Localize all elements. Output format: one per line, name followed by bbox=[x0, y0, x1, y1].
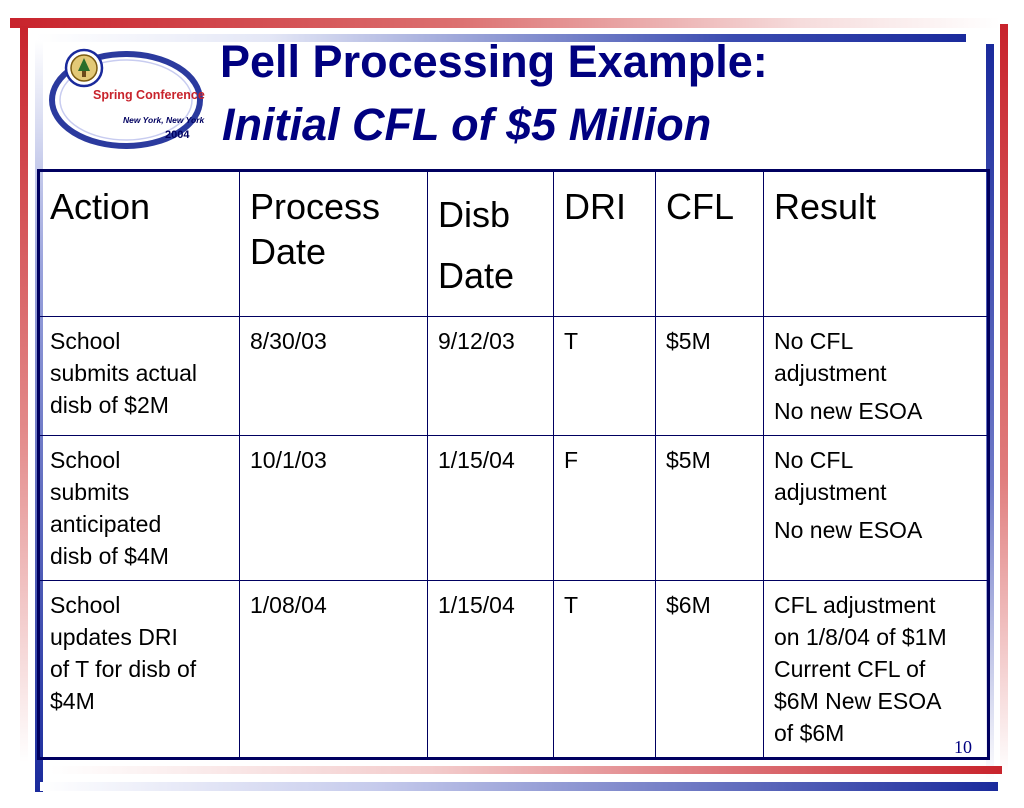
cell-dri: T bbox=[554, 317, 656, 436]
header-dri: DRI bbox=[554, 171, 656, 317]
cell-dri: T bbox=[554, 581, 656, 759]
header-disb-date: Disb Date bbox=[428, 171, 554, 317]
logo-spring-conference-text: Spring Conference bbox=[93, 88, 205, 102]
cell-process-date: 8/30/03 bbox=[240, 317, 428, 436]
page-number: 10 bbox=[954, 737, 972, 757]
cell-process-date: 10/1/03 bbox=[240, 436, 428, 581]
cell-process-date: 1/08/04 bbox=[240, 581, 428, 759]
cell-disb-date: 1/15/04 bbox=[428, 581, 554, 759]
logo-location-text: New York, New York bbox=[123, 115, 205, 125]
slide-title-line-1: Pell Processing Example: bbox=[220, 36, 768, 87]
cell-cfl: $5M bbox=[656, 436, 764, 581]
slide-title-line-2: Initial CFL of $5 Million bbox=[222, 99, 712, 150]
decorative-bar-bottom-red bbox=[50, 766, 1002, 774]
header-process-date: Process Date bbox=[240, 171, 428, 317]
cell-disb-date: 9/12/03 bbox=[428, 317, 554, 436]
table-row bbox=[39, 317, 989, 436]
pell-processing-table bbox=[37, 169, 990, 760]
header-action: Action bbox=[39, 171, 240, 317]
cell-dri: F bbox=[554, 436, 656, 581]
cell-result: No CFL adjustment No new ESOA bbox=[764, 317, 989, 436]
decorative-bar-left-red bbox=[20, 26, 28, 762]
cell-action: School submits anticipated disb of $4M bbox=[39, 436, 240, 581]
cell-cfl: $6M bbox=[656, 581, 764, 759]
table-row bbox=[39, 436, 989, 581]
decorative-bar-bottom-blue bbox=[40, 782, 998, 791]
cell-cfl: $5M bbox=[656, 317, 764, 436]
cell-action: School submits actual disb of $2M bbox=[39, 317, 240, 436]
decorative-bar-top-red bbox=[10, 18, 1000, 28]
logo-year-text: 2004 bbox=[165, 129, 190, 141]
header-cfl: CFL bbox=[656, 171, 764, 317]
table-row bbox=[39, 581, 989, 759]
cell-result: No CFL adjustment No new ESOA bbox=[764, 436, 989, 581]
decorative-bar-right-red bbox=[1000, 24, 1008, 774]
department-of-education-seal-icon bbox=[66, 50, 102, 86]
header-result: Result bbox=[764, 171, 989, 317]
table-header-row bbox=[39, 171, 989, 317]
cell-action: School updates DRI of T for disb of $4M bbox=[39, 581, 240, 759]
cell-disb-date: 1/15/04 bbox=[428, 436, 554, 581]
conference-logo bbox=[48, 44, 224, 156]
cell-result: CFL adjustment on 1/8/04 of $1M Current CFL of $6M New ESOA of $6M bbox=[764, 581, 989, 759]
